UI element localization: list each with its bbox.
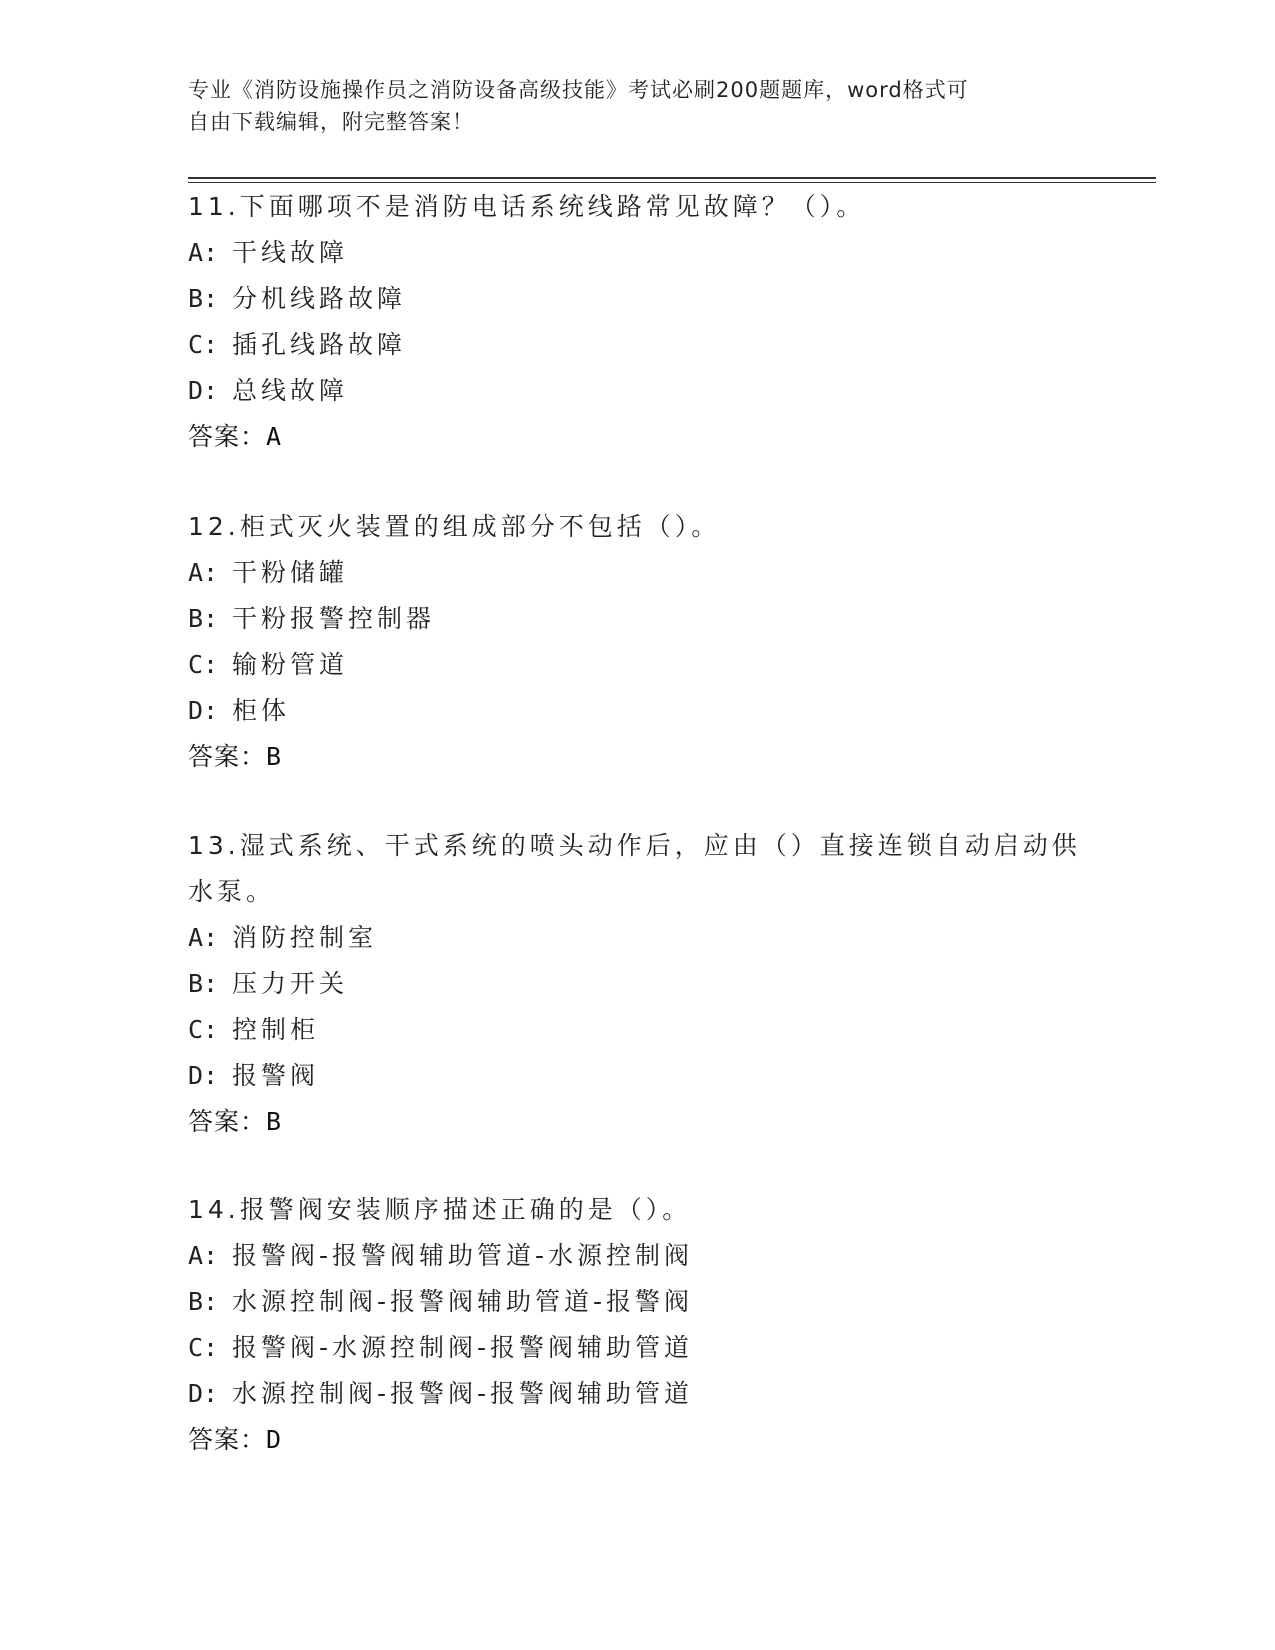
option-letter: B:: [188, 969, 219, 998]
option-d: [188, 1371, 1088, 1417]
option-letter: D:: [188, 696, 219, 725]
question-14: [188, 1187, 1088, 1463]
option-letter: D:: [188, 1379, 219, 1408]
option-text: 报警阀-报警阀辅助管道-水源控制阀: [232, 1241, 694, 1270]
answer-value: D: [266, 1425, 283, 1454]
option-text: 报警阀-水源控制阀-报警阀辅助管道: [232, 1333, 694, 1362]
option-text: 干粉储罐: [232, 558, 349, 587]
option-letter: C:: [188, 1333, 219, 1362]
option-letter: B:: [188, 284, 219, 313]
option-b: [188, 596, 1088, 642]
option-text: 控制柜: [232, 1015, 320, 1044]
option-letter: A:: [188, 558, 219, 587]
option-text: 压力开关: [232, 969, 349, 998]
option-c: [188, 1325, 1088, 1371]
option-c: [188, 642, 1088, 688]
answer-line: [188, 734, 1088, 780]
option-c: [188, 1007, 1088, 1053]
answer-label: 答案：: [188, 422, 267, 451]
option-letter: C:: [188, 1015, 219, 1044]
option-text: 水源控制阀-报警阀-报警阀辅助管道: [232, 1379, 694, 1408]
answer-label: 答案：: [188, 742, 267, 771]
option-b: [188, 276, 1088, 322]
header-divider-thick: [188, 177, 1156, 179]
option-text: 报警阀: [232, 1061, 320, 1090]
option-a: [188, 915, 1088, 961]
option-text: 干粉报警控制器: [232, 604, 436, 633]
question-11: [188, 184, 1088, 460]
option-text: 插孔线路故障: [232, 330, 407, 359]
option-letter: C:: [188, 650, 219, 679]
option-text: 柜体: [232, 696, 291, 725]
option-text: 输粉管道: [232, 650, 349, 679]
option-letter: D:: [188, 376, 219, 405]
question-stem: 11.下面哪项不是消防电话系统线路常见故障？（）。: [188, 192, 866, 221]
question-stem-line-1: 13.湿式系统、干式系统的喷头动作后，应由（）直接连锁自动启动供: [188, 831, 1081, 860]
option-d: [188, 1053, 1088, 1099]
option-text: 水源控制阀-报警阀辅助管道-报警阀: [232, 1287, 694, 1316]
answer-line: [188, 414, 1088, 460]
option-text: 总线故障: [232, 376, 349, 405]
question-stem: 12.柜式灭火装置的组成部分不包括（）。: [188, 512, 721, 541]
answer-value: B: [266, 1107, 283, 1136]
option-b: [188, 1279, 1088, 1325]
option-text: 消防控制室: [232, 923, 378, 952]
option-d: [188, 688, 1088, 734]
answer-value: A: [266, 422, 283, 451]
option-text: 干线故障: [232, 238, 349, 267]
option-d: [188, 368, 1088, 414]
question-stem: 14.报警阀安装顺序描述正确的是（）。: [188, 1195, 692, 1224]
document-header: [188, 74, 1088, 138]
option-text: 分机线路故障: [232, 284, 407, 313]
question-13: [188, 823, 1088, 1145]
question-stem-line-2: 水泵。: [188, 877, 276, 906]
header-line-2: 自由下载编辑，附完整答案！: [188, 110, 474, 134]
option-letter: C:: [188, 330, 219, 359]
option-letter: A:: [188, 238, 219, 267]
option-a: [188, 1233, 1088, 1279]
header-divider-thin: [188, 182, 1156, 183]
option-letter: A:: [188, 923, 219, 952]
header-line-1: 专业《消防设施操作员之消防设备高级技能》考试必刷200题题库，word格式可: [188, 78, 969, 102]
answer-line: [188, 1417, 1088, 1463]
answer-line: [188, 1099, 1088, 1145]
option-a: [188, 550, 1088, 596]
answer-label: 答案：: [188, 1107, 267, 1136]
answer-value: B: [266, 742, 283, 771]
option-b: [188, 961, 1088, 1007]
question-12: [188, 504, 1088, 780]
option-letter: D:: [188, 1061, 219, 1090]
answer-label: 答案：: [188, 1425, 267, 1454]
option-a: [188, 230, 1088, 276]
option-c: [188, 322, 1088, 368]
option-letter: B:: [188, 604, 219, 633]
option-letter: A:: [188, 1241, 219, 1270]
option-letter: B:: [188, 1287, 219, 1316]
